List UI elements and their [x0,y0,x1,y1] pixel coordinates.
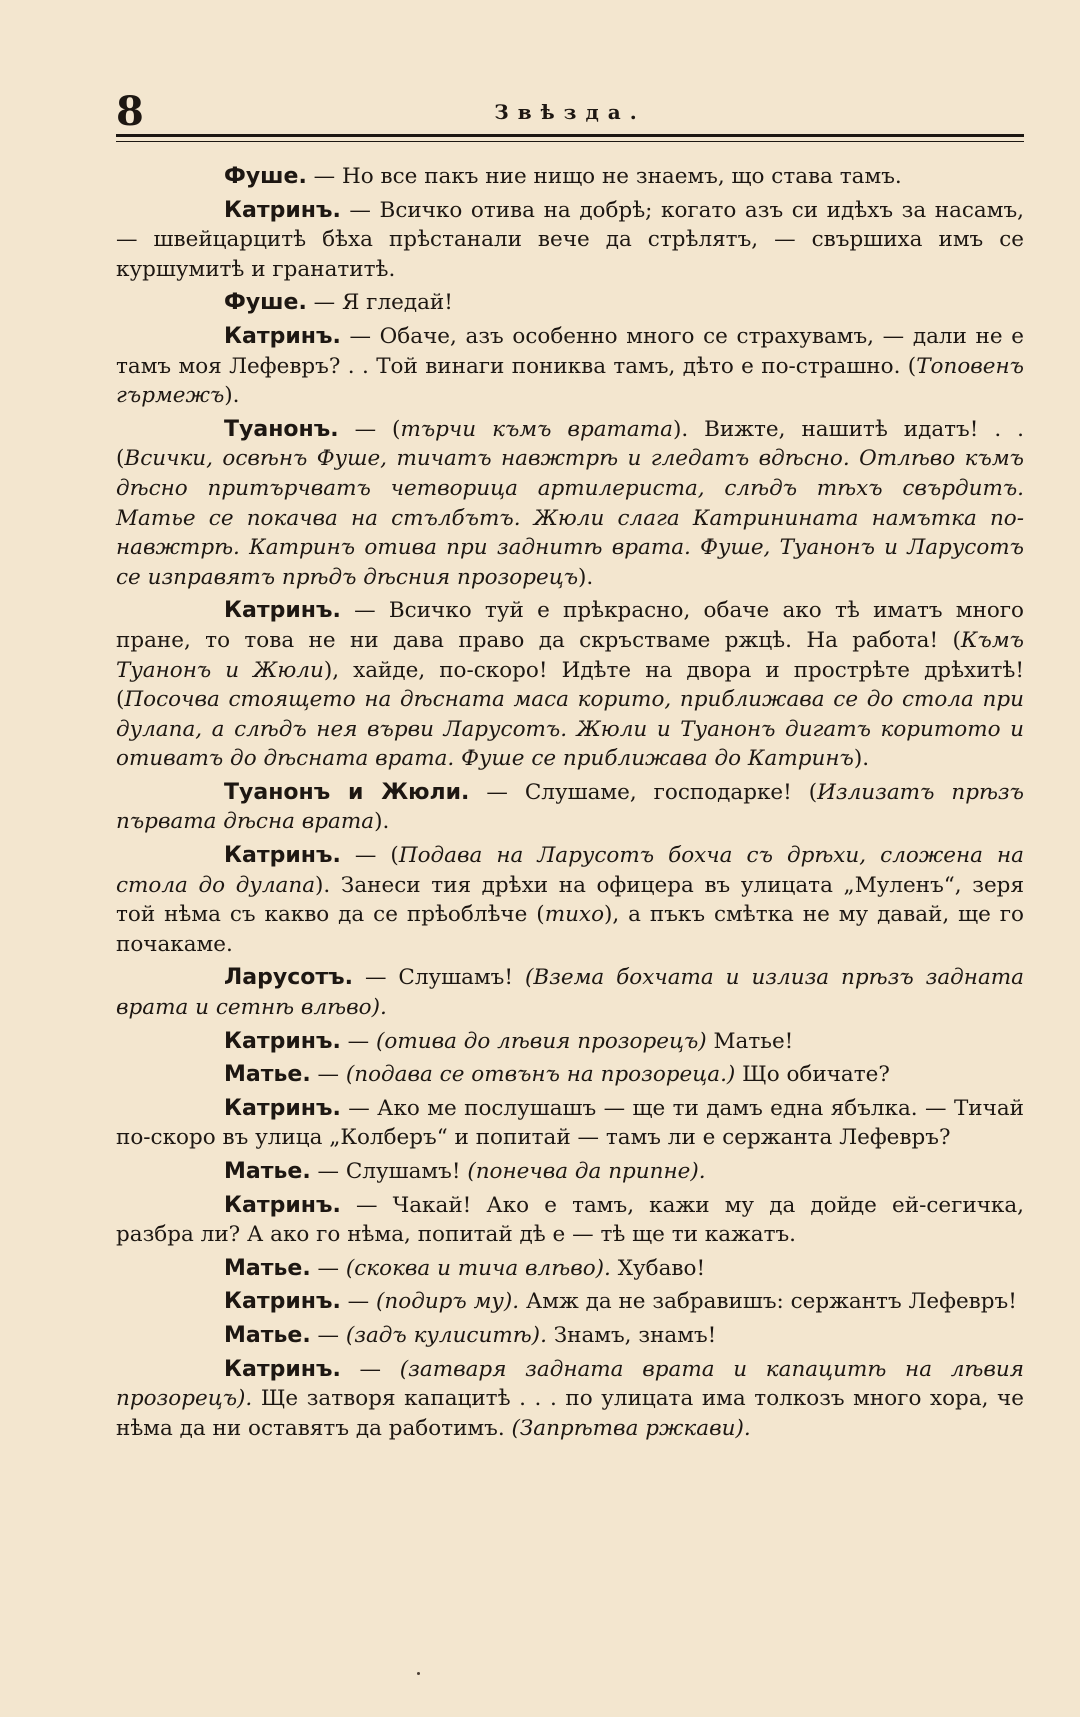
dialogue-text: ). Вижте, нашитѣ идатъ! . . ( [116,416,1024,472]
dialogue-paragraph [116,1355,1024,1444]
dialogue-text: — Слушаме, господарке! ( [469,779,818,805]
stage-direction: (задъ кулиситѣ). [345,1322,547,1348]
dialogue-text: — [340,1289,377,1315]
journal-title: Звѣзда. [494,100,646,124]
stage-direction: (скоква и тича влѣво). [345,1255,611,1281]
speaker-name: Катринъ. [224,1289,341,1315]
speaker-name: Матье. [224,1159,311,1184]
dialogue-text: ). [374,809,390,835]
stage-direction: Къмъ Туанонъ и Жюли [116,627,1024,683]
speaker-name: Катринъ. [224,1028,341,1054]
speaker-name: Матье. [224,1062,311,1088]
stage-direction: (отива до лѣвия прозорецъ) [376,1028,707,1054]
stage-direction: Посочва стоящето на дѣсната маса корито, приближава се до стола при дулапа, а слѣдъ нея върви Ларусотъ. Жюли и Туанонъ дигатъ коритото и отиватъ до дѣсната врата. Фуше се приближава до Катринъ [116,687,1024,772]
speaker-name: Ларусотъ. [224,965,354,991]
dialogue-text: — Чакай! Ако е тамъ, кажи му да дойде ей-сегичка, разбра ли? А ако го нѣма, попитай дѣ е — тѣ ще ти кажатъ. [116,1192,1024,1248]
dialogue-text: Знамъ, знамъ! [546,1322,717,1348]
dialogue-paragraph [116,1027,1024,1057]
page-header [116,82,1024,135]
stage-direction: Излизатъ прѣзъ първата дѣсна врата [116,779,1024,835]
play-text [116,162,1024,1443]
dialogue-paragraph [116,1321,1024,1351]
dialogue-text: — Обаче, азъ особенно много се страхувамъ, — дали не е тамъ моя Лефевръ? . . Той винаги пониква тамъ, дѣто е по-страшно. ( [116,323,1024,379]
stage-direction: Подава на Ларусотъ бохча съ дрѣхи, сложена на стола до дулапа [116,843,1024,898]
dialogue-text: Що обичате? [735,1062,890,1088]
header-rule [116,134,1024,142]
dialogue-text: ). Занеси тия дрѣхи на офицера въ улицата „Муленъ“, зеря той нѣма съ какво да се прѣоблѣче ( [116,872,1025,928]
speaker-name: Катринъ. [224,598,341,624]
dialogue-text: — Я гледай! [306,290,453,316]
dialogue-paragraph [116,162,1024,192]
dialogue-text: — Слушамъ! [310,1159,468,1184]
dialogue-paragraph [116,1094,1024,1153]
speaker-name: Фуше. [224,164,307,189]
dialogue-text: — ( [340,843,399,869]
dialogue-text: — Слушамъ! [353,965,525,991]
dialogue-text: — ( [338,416,401,442]
stage-direction: (подиръ му). [376,1289,520,1315]
dialogue-paragraph [116,1157,1024,1187]
dialogue-text: Хубаво! [610,1255,706,1281]
stage-direction: Всички, освѣнъ Фуше, тичатъ навжтрѣ и гледатъ вдѣсно. Отлѣво къмъ дѣсно притърчватъ четворица артилериста, слѣдъ тѣхъ свърдитъ. Матье се покачва на стълбътъ. Жюли слага Катринината намътка по-навжтрѣ. Катринъ отива при заднитѣ врата. Фуше, Туанонъ и Ларусотъ се изправятъ прѣдъ дѣсния прозорецъ [116,446,1024,590]
speaker-name: Катринъ. [224,323,341,349]
dialogue-paragraph [116,963,1024,1022]
dialogue-paragraph [116,288,1024,318]
dialogue-paragraph [116,778,1024,837]
dialogue-text: ). [578,564,594,590]
dialogue-paragraph [116,415,1024,593]
stage-direction: (понечва да припне). [467,1159,706,1184]
dialogue-paragraph [116,1191,1024,1250]
dialogue-text: Амж да не забравишъ: сержантъ Лефевръ! [519,1289,1017,1315]
dialogue-text: ). [853,746,870,772]
dialogue-text: — Всичко отива на добрѣ; когато азъ си идѣхъ за насамъ, — швейцарцитѣ бѣха прѣстанали вече да стрѣлятъ, — свършиха имъ се куршумитѣ и гранатитѣ. [116,197,1024,282]
stage-direction: Топовенъ гърмежъ [116,353,1024,409]
speaker-name: Катринъ. [224,1095,341,1121]
stage-direction: търчи къмъ вратата [400,416,673,442]
stage-direction: (Запрѣтва ржкави). [511,1415,751,1441]
speaker-name: Туанонъ. [224,416,339,442]
speaker-name: Катринъ. [224,843,341,869]
ink-speck [417,1672,420,1675]
stage-direction: (Взема бохчата и излиза прѣзъ задната врата и сетнѣ влѣво). [116,965,1024,1021]
dialogue-paragraph [116,196,1024,285]
dialogue-paragraph [116,841,1024,959]
dialogue-paragraph [116,596,1024,774]
dialogue-text: — [310,1062,346,1088]
page-number: 8 [116,88,144,135]
dialogue-text: Матье! [706,1028,794,1054]
dialogue-text: — [340,1356,400,1382]
dialogue-text: ), хайде, по-скоро! Идѣте на двора и прострѣте дрѣхитѣ! ( [116,657,1024,713]
dialogue-paragraph [116,1287,1024,1317]
dialogue-text: — [310,1255,346,1281]
dialogue-text: — [340,1028,377,1054]
dialogue-paragraph [116,322,1024,411]
speaker-name: Катринъ. [224,1356,341,1382]
dialogue-text: Ще затворя капацитѣ . . . по улицата има толкозъ много хора, че нѣма да ни оставятъ да работимъ. [116,1386,1024,1441]
dialogue-text: — Ако ме послушашъ — ще ти дамъ една ябълка. — Тичай по-скоро въ улица „Колберъ“ и попитай — тамъ ли е сержанта Лефевръ? [116,1095,1024,1151]
speaker-name: Туанонъ и Жюли. [224,779,470,805]
speaker-name: Катринъ. [224,197,341,223]
dialogue-paragraph [116,1254,1024,1284]
dialogue-text: — Но все пакъ ние нищо не знаемъ, що става тамъ. [306,164,902,189]
dialogue-text: — [310,1322,346,1348]
speaker-name: Матье. [224,1322,311,1348]
speaker-name: Фуше. [224,290,307,316]
speaker-name: Катринъ. [224,1192,341,1218]
dialogue-paragraph [116,1060,1024,1090]
speaker-name: Матье. [224,1255,311,1281]
dialogue-text: — Всичко туй е прѣкрасно, обаче ако тѣ иматъ много пране, то това не ни дава право да скръстваме ржцѣ. На работа! ( [116,598,1024,653]
dialogue-text: ), а пъкъ смѣтка не му давай, ще го почакаме. [116,902,1024,957]
stage-direction: тихо [544,902,605,928]
stage-direction: (подава се отвънъ на прозореца.) [345,1062,736,1088]
stage-direction: (затваря задната врата и капацитѣ на лѣвия прозорецъ). [116,1356,1024,1412]
dialogue-text: ). [224,383,240,409]
